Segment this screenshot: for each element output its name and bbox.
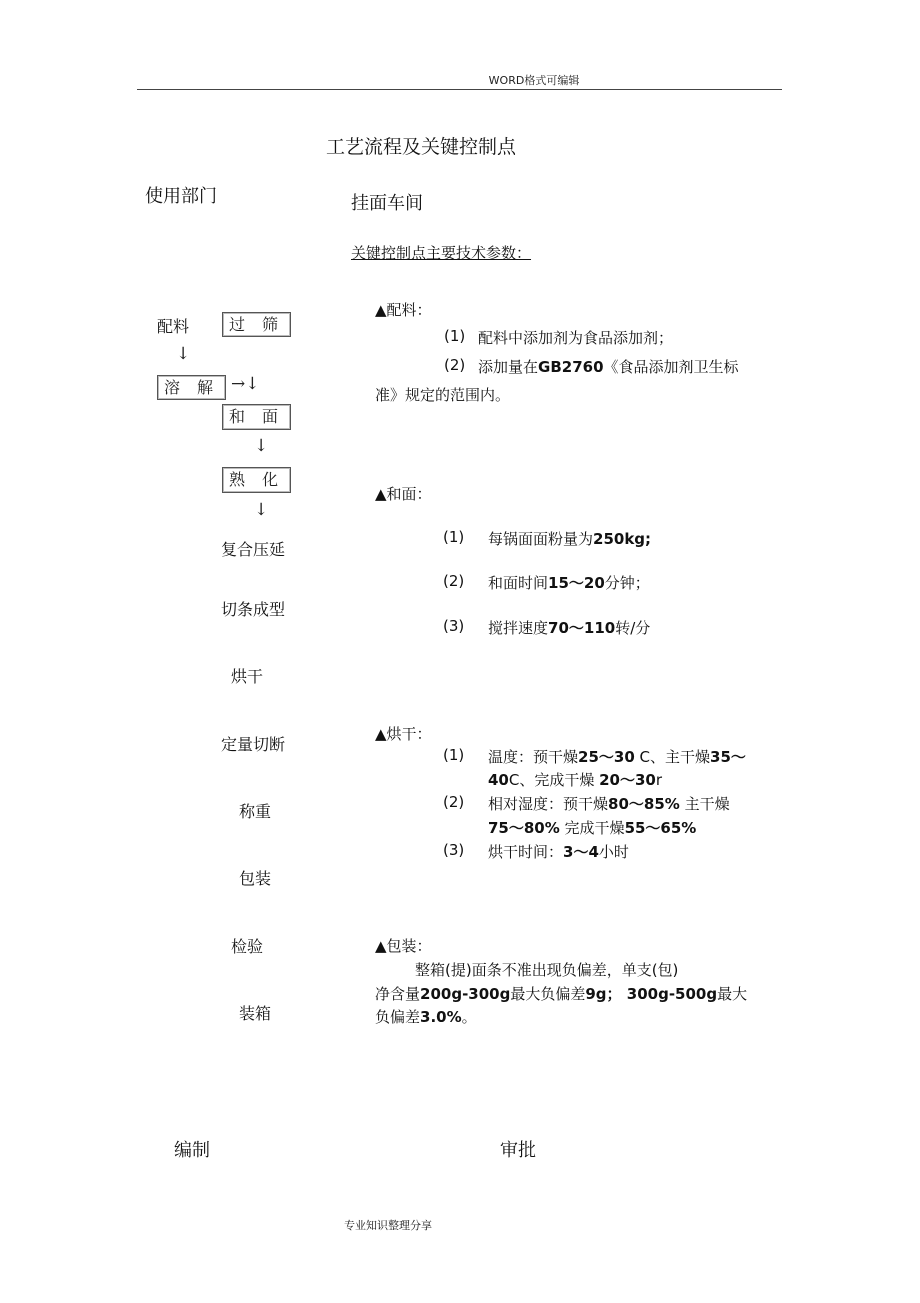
honggan-item2-text-c: 完成干燥 — [559, 819, 625, 837]
hemian-item2-text-a: 和面时间 — [488, 574, 549, 592]
peiliao-item2-line2: 准》规定的范围内。 — [375, 386, 511, 404]
hemian-item3-text — [488, 617, 650, 638]
flow-box-guoshai-label: 过 筛 — [228, 315, 285, 334]
honggan-item3-text-a: 烘干时间： — [488, 843, 564, 861]
honggan-item1-line2 — [488, 769, 662, 790]
flow-step-zhuangxiang: 装箱 — [238, 1004, 271, 1023]
flow-box-hemian-label: 和 面 — [228, 407, 285, 426]
signature-compile-label: 编制 — [174, 1140, 210, 1161]
page-header-text: WORD格式可编辑 — [488, 74, 580, 87]
hemian-item1-value: 250kg; — [593, 530, 652, 548]
honggan-item3-value: 3～4 — [563, 843, 599, 861]
honggan-item2-text-b: 主干燥 — [679, 795, 730, 813]
peiliao-item2-standard-code: GB2760 — [538, 358, 604, 376]
flow-box-guoshai — [222, 312, 291, 337]
header-divider — [137, 89, 782, 90]
baozhuang-line1: 整箱(提)面条不准出现负偏差，单支(包) — [415, 961, 679, 979]
document-title: 工艺流程及关键控制点 — [326, 136, 517, 158]
params-heading: 关键控制点主要技术参数： — [351, 244, 532, 262]
section-baozhuang-title: ▲包装： — [375, 937, 432, 955]
flow-step-qietiaochengxing: 切条成型 — [220, 600, 285, 619]
honggan-item2-value-a: 80～85% — [608, 795, 680, 813]
baozhuang-deviation-b: 3.0% — [420, 1008, 462, 1026]
honggan-item2-line2 — [488, 817, 696, 838]
honggan-item1-value-a: 25～30 — [578, 748, 635, 766]
flow-arrow-down-3: ↓ — [254, 500, 269, 520]
hemian-item1-text-a: 每锅面面粉量为 — [488, 530, 594, 548]
honggan-item2-text-a: 相对湿度：预干燥 — [488, 795, 609, 813]
peiliao-item1-text: 配料中添加剂为食品添加剂； — [478, 329, 674, 347]
signature-approve-label: 审批 — [500, 1140, 536, 1161]
hemian-item3-text-a: 搅拌速度 — [488, 619, 549, 637]
peiliao-item1-number: (1) — [444, 327, 466, 345]
section-hemian-title: ▲和面： — [375, 485, 432, 503]
peiliao-item2-number: (2) — [444, 356, 466, 374]
honggan-item1-value-b: 35～ — [710, 748, 746, 766]
baozhuang-line2 — [375, 983, 747, 1004]
baozhuang-deviation-a: 9g； — [585, 985, 622, 1003]
baozhuang-range-a: 200g-300g — [420, 985, 511, 1003]
hemian-item3-value: 70～110 — [548, 619, 616, 637]
hemian-item2-value: 15～20 — [548, 574, 605, 592]
baozhuang-text-b: 最大负偏差 — [510, 985, 586, 1003]
flow-box-hemian — [222, 404, 291, 430]
honggan-item1-number: (1) — [443, 746, 465, 764]
peiliao-item2-text-a: 添加量在 — [478, 358, 539, 376]
hemian-item3-text-b: 转/分 — [615, 619, 651, 637]
flow-arrow-down-2: ↓ — [254, 436, 269, 456]
honggan-item1-text-d: r — [655, 771, 663, 789]
honggan-item1-value-c: 40 — [488, 771, 509, 789]
honggan-item3-text-b: 小时 — [598, 843, 629, 861]
flow-step-honggan: 烘干 — [230, 667, 263, 686]
peiliao-item2-line1 — [478, 356, 739, 377]
flow-step-chengzhong: 称重 — [238, 802, 271, 821]
baozhuang-text-c: 最大 — [717, 985, 748, 1003]
honggan-item1-line1 — [488, 746, 746, 767]
flow-box-shuhua — [222, 467, 291, 493]
honggan-item1-text-c: C、完成干燥 — [508, 771, 600, 789]
hemian-item1-number: (1) — [443, 528, 465, 546]
baozhuang-range-b: 300g-500g — [621, 985, 718, 1003]
flow-box-rongjie-label: 溶 解 — [163, 378, 220, 397]
honggan-item2-value-c: 55～65% — [624, 819, 697, 837]
flow-step-dingliangqieduan: 定量切断 — [220, 735, 285, 754]
flow-arrow-right-down: →↓ — [231, 374, 260, 394]
flow-box-rongjie — [157, 375, 226, 400]
hemian-item1-text — [488, 528, 651, 549]
honggan-item1-value-d: 20～30 — [599, 771, 656, 789]
honggan-item2-value-b: 75～80% — [488, 819, 560, 837]
department-label: 使用部门 — [145, 186, 217, 207]
baozhuang-line3 — [375, 1006, 477, 1027]
flow-box-shuhua-label: 熟 化 — [228, 470, 285, 489]
flow-step-baozhuang: 包装 — [238, 869, 271, 888]
honggan-item1-text-b: C、主干燥 — [634, 748, 711, 766]
department-value: 挂面车间 — [351, 193, 423, 214]
honggan-item1-text-a: 温度：预干燥 — [488, 748, 579, 766]
hemian-item2-text-b: 分钟； — [604, 574, 650, 592]
honggan-item3-text — [488, 841, 629, 862]
section-honggan-title: ▲烘干： — [375, 725, 432, 743]
honggan-item2-line1 — [488, 793, 730, 814]
flow-step-fuheyayan: 复合压延 — [220, 540, 285, 559]
honggan-item3-number: (3) — [443, 841, 465, 859]
baozhuang-text-d: 负偏差 — [375, 1008, 421, 1026]
hemian-item3-number: (3) — [443, 617, 465, 635]
hemian-item2-text — [488, 572, 650, 593]
baozhuang-text-a: 净含量 — [375, 985, 421, 1003]
peiliao-item2-text-b: 《食品添加剂卫生标 — [603, 358, 739, 376]
flow-peiliao: 配料 — [157, 317, 190, 336]
baozhuang-text-e: 。 — [461, 1008, 477, 1026]
flow-arrow-down-1: ↓ — [176, 344, 191, 364]
section-peiliao-title: ▲配料： — [375, 301, 432, 319]
hemian-item2-number: (2) — [443, 572, 465, 590]
honggan-item2-number: (2) — [443, 793, 465, 811]
page-footer-text: 专业知识整理分享 — [344, 1219, 432, 1232]
flow-step-jianyan: 检验 — [230, 937, 263, 956]
